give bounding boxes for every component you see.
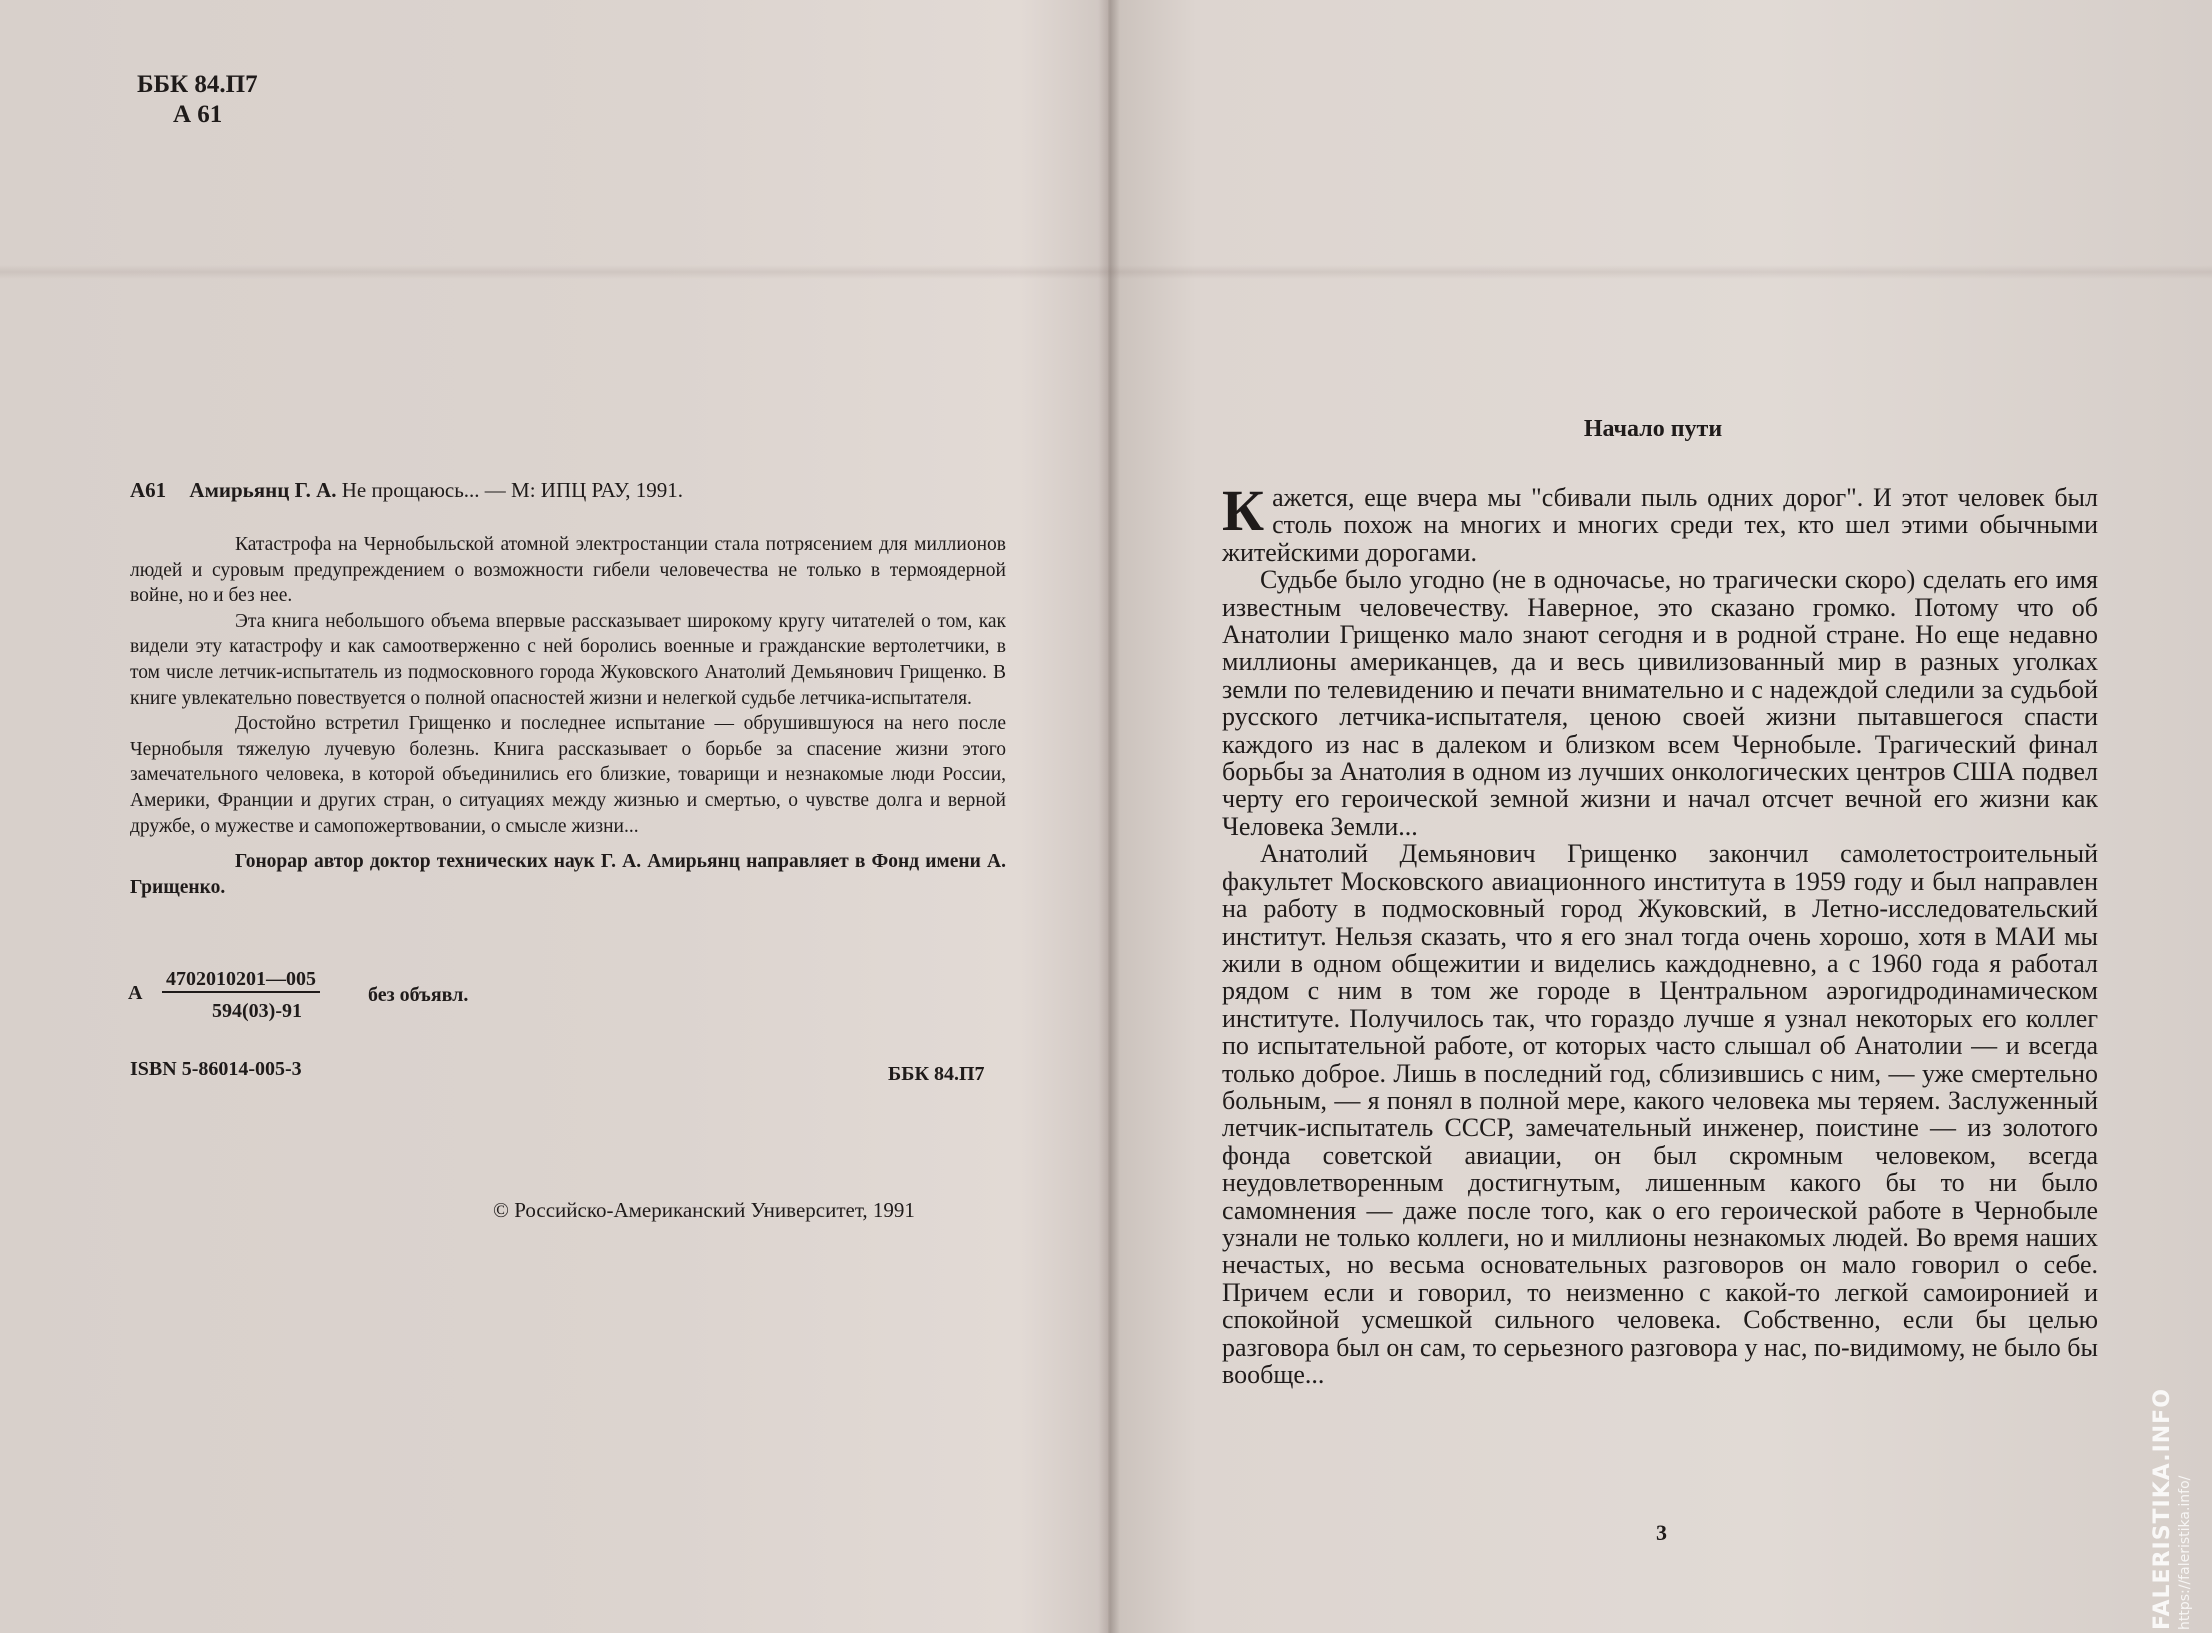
record-code: А61 <box>130 478 167 502</box>
body-paragraph <box>1222 478 2098 567</box>
bbk-index-top <box>137 70 258 130</box>
classification-denominator: 594(03)-91 <box>212 1000 302 1022</box>
drop-cap: К <box>1222 478 1265 543</box>
annotation-paragraph: Достойно встретил Грищенко и последнее испытание — обрушившуюся на него после Чернобыля тяжелую лучевую болезнь. Книга рассказывает о борьбе за спасение жизни этого замечательного человека, в которой объединились его близкие, товарищи и незнакомые люди России, Америки, Франции и других стран, о ситуациях между жизнью и смертью, о чувстве долга и верной дружбе, о мужестве и самопожертвовании, о смысле жизни... <box>130 713 1006 837</box>
body-paragraph: Анатолий Демьянович Грищенко закончил самолетостроительный факультет Московского авиационного института в 1959 году и был направлен на работу в подмосковный город Жуковский, в Летно-исследовательский институт. Нельзя сказать, что я его знал тогда очень хорошо, хотя в МАИ мы жили в одном общежитии и виделись каждодневно, а с 1960 года я работал рядом с ним в том же городе в Центральном аэрогидродинамическом институте. Получилось так, что гораздо лучше я узнал некоторых его коллег по испытательной работе, от которых часто слышал об Анатолии — и всегда только доброе. Лишь в последний год, сблизившись с ним, — уже смертельно больным, — я понял в полной мере, какого человека мы теряем. Заслуженный летчик-испытатель СССР, замечательный инженер, поистине — из золотого фонда советской авиации, он был скромным человеком, всегда неудовлетворенным достигнутым, лишенным какого бы то ни было самомнения — даже после того, как о его героической работе в Чернобыле узнали не только коллеги, но и миллионы незнакомых людей. Во время наших нечастых, но весьма основательных разговоров он мало говорил о себе. Причем если и говорил, то неизменно с какой-то легкой самоиронией и спокойной усмешкой сильного человека. Собственно, если бы целью разговора был он сам, то серьезного разговора у нас, по-видимому, не было бы вообще... <box>1222 839 2098 1389</box>
author-mark: А 61 <box>173 101 223 128</box>
classification-numerator: 4702010201—005 <box>162 968 320 993</box>
classification-letter: А <box>128 982 143 1004</box>
book-gutter <box>1098 0 1120 1633</box>
annotation-paragraph: Катастрофа на Чернобыльской атомной электростанции стала потрясением для миллионов людей и суровым предупреждением о возможности гибели человечества не только в термоядерной войне, но и без нее. <box>130 534 1006 607</box>
watermark-brand: FALERISTIKA.INFO <box>2150 1388 2175 1630</box>
record-title: Не прощаюсь... — М: ИПЦ РАУ, 1991. <box>341 478 684 502</box>
classification-note: без объявл. <box>368 984 469 1006</box>
chapter-body <box>1222 478 2098 1389</box>
copyright-line: © Российско-Американский Университет, 1991 <box>493 1198 915 1222</box>
page-number: 3 <box>1656 1520 1667 1545</box>
bbk-index-bottom: ББК 84.П7 <box>888 1063 985 1085</box>
watermark <box>2150 1388 2193 1630</box>
isbn: ISBN 5-86014-005-3 <box>130 1058 302 1080</box>
honorarium-note: Гонорар автор доктор технических наук Г. А. Амирьянц направляет в Фонд имени А. Грищенко. <box>130 851 1006 898</box>
chapter-title: Начало пути <box>1583 416 1723 442</box>
annotation-paragraph: Эта книга небольшого объема впервые рассказывает широкому кругу читателей о том, как видели эту катастрофу и как самоотверженно с ней боролись военные и гражданские вертолетчики, в том числе летчик-испытатель из подмосковного города Жуковского Анатолий Демьянович Грищенко. В книге увлекательно повествуется о полной опасностей жизни и нелегкой судьбе летчика-испытателя. <box>130 610 1006 709</box>
body-paragraph: Судьбе было угодно (не в одночасье, но трагически скоро) сделать его имя известным человечеству. Наверное, это сказано громко. Потому что об Анатолии Грищенко мало знают сегодня и в родной стране. Но еще недавно миллионы американцев, да и весь цивилизованный мир в разных уголках земли по телевидению и печати внимательно и с надеждой следили за судьбой русского летчика-испытателя, ценою своей жизни пытавшегося спасти каждого из нас в далеком и близком всем Чернобыле. Трагический финал борьбы за Анатолия в одном из лучших онкологических центров США подвел черту его героической земной жизни и начал отсчет вечной его жизни как Человека Земли... <box>1222 565 2098 841</box>
first-paragraph-text: ажется, еще вчера мы "сбивали пыль одних дорог". И этот человек был столь похож на многих и многих среди тех, кто шел этими обычными житейскими дорогами. <box>1222 483 2098 567</box>
paper-fold <box>0 265 2212 279</box>
classification-code <box>126 968 1026 1028</box>
record-author: Амирьянц Г. А. <box>189 478 337 502</box>
bbk-code: ББК 84.П7 <box>137 71 258 98</box>
bibliographic-record <box>130 478 1010 503</box>
annotation <box>130 532 1006 900</box>
watermark-url: https://faleristika.info/ <box>2177 1475 2193 1630</box>
